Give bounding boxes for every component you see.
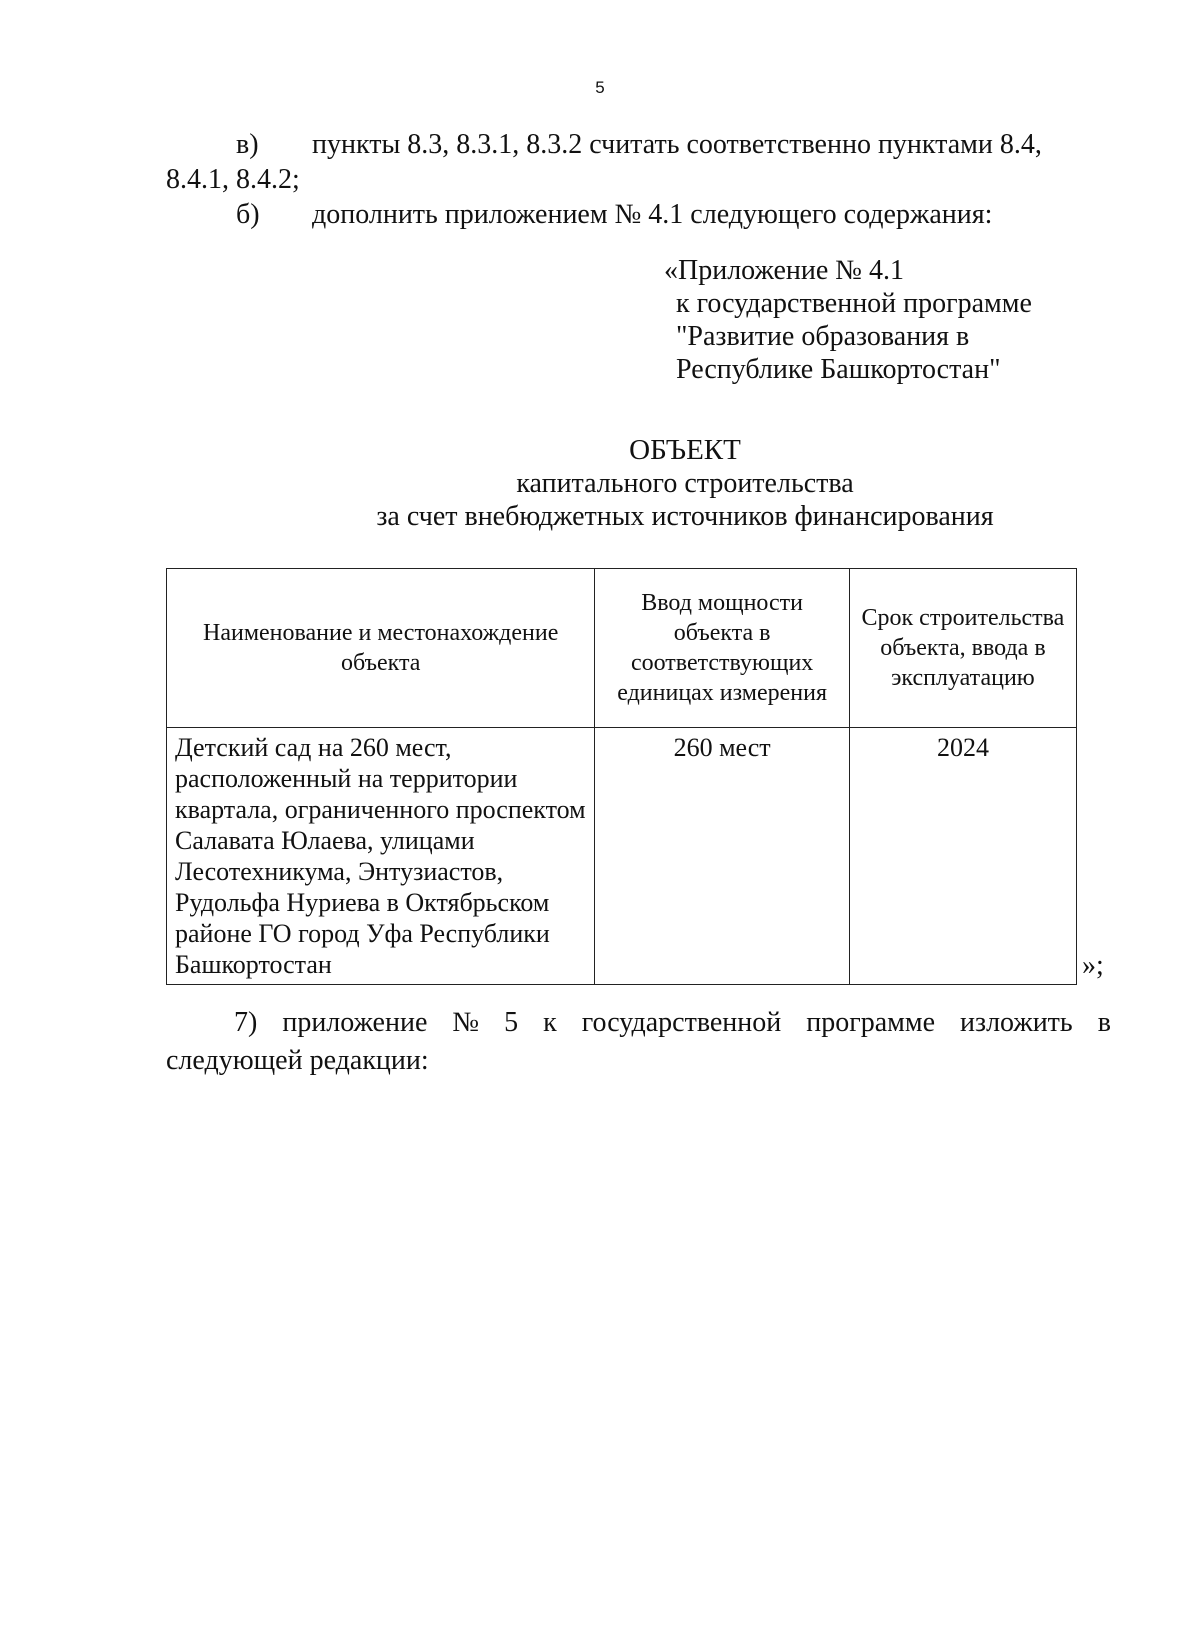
appendix-line4: Республике Башкортостан": [676, 354, 1001, 385]
title-line2: капитального строительства: [516, 468, 854, 499]
title-line1: ОБЪЕКТ: [629, 434, 741, 466]
table-header-row: [167, 569, 1077, 728]
closing-quote-mark: »;: [1082, 950, 1104, 981]
table-cell-capacity: 260 мест: [595, 728, 850, 985]
table-row: [167, 728, 1077, 985]
item-7-line1: [166, 1004, 1111, 1042]
item-7-paragraph: [166, 1004, 1111, 1080]
item-v-text-line2: 8.4.1, 8.4.2;: [166, 164, 300, 195]
document-title: [300, 434, 1070, 533]
appendix-line2: к государственной программе: [676, 288, 1032, 319]
item-7-word: программе: [806, 1007, 936, 1038]
item-b-text: дополнить приложением № 4.1 следующего содержания:: [312, 199, 993, 230]
item-7-word: приложение: [282, 1007, 428, 1038]
object-table: [166, 568, 1077, 985]
item-7-word: 5: [504, 1007, 519, 1038]
item-7-line2: следующей редакции:: [166, 1045, 429, 1076]
table-cell-term: 2024: [849, 728, 1076, 985]
item-7-word: изложить: [960, 1007, 1073, 1038]
item-7-word: в: [1097, 1007, 1111, 1038]
table-header-term: Срок строительства объекта, ввода в эксплуатацию: [849, 569, 1076, 728]
item-b-marker: б): [236, 199, 260, 230]
item-7-word: к: [543, 1007, 557, 1038]
page-number: 5: [595, 78, 605, 97]
title-line3: за счет внебюджетных источников финансирования: [376, 501, 994, 532]
item-v-marker: в): [236, 129, 259, 160]
table-header-name: Наименование и местонахождение объекта: [167, 569, 595, 728]
appendix-line3: "Развитие образования в: [676, 321, 970, 352]
appendix-header: [664, 254, 1032, 386]
table-header-capacity: Ввод мощности объекта в соответствующих единицах измерения: [595, 569, 850, 728]
item-7-word: №: [452, 1007, 480, 1038]
table-cell-name: Детский сад на 260 мест, расположенный на территории квартала, ограниченного проспектом Салавата Юлаева, улицами Лесотехникума, Энтузиастов, Рудольфа Нуриева в Октябрьском районе ГО город Уфа Республики Башкортостан: [167, 728, 595, 985]
item-v-text-line1: пункты 8.3, 8.3.1, 8.3.2 считать соответственно пунктами 8.4,: [312, 129, 1042, 160]
item-7-word: государственной: [581, 1007, 782, 1038]
item-7-marker: 7): [234, 1007, 258, 1038]
appendix-line1: «Приложение № 4.1: [664, 255, 904, 286]
